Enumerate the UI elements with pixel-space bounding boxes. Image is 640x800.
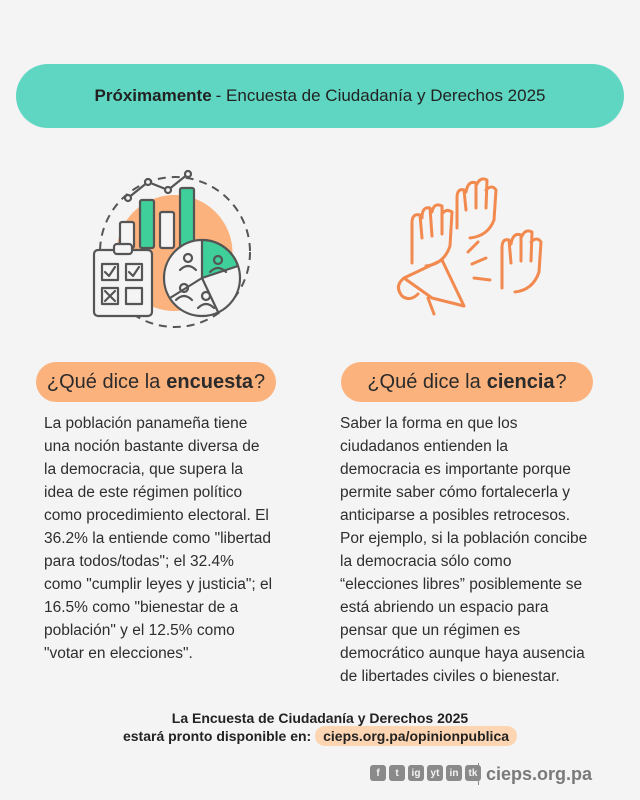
survey-line: idea de este régimen político	[44, 484, 243, 501]
science-line: ciudadanos entienden la	[340, 438, 509, 455]
survey-line: como procedimiento electoral. El	[44, 507, 269, 524]
footer-availability-text: estará pronto disponible en:	[122, 728, 312, 744]
banner-bold-text: Próximamente	[94, 86, 212, 105]
science-heading	[341, 362, 593, 402]
survey-line: 36.2% la entiende como "libertad	[44, 530, 271, 547]
survey-line: para todos/todas"; el 32.4%	[44, 553, 234, 570]
brand-url[interactable]: cieps.org.pa	[486, 764, 593, 784]
banner-text: - Encuesta de Ciudadanía y Derechos 2025	[215, 86, 546, 105]
footer-availability	[0, 728, 640, 744]
science-line: democrático aunque haya ausencia	[340, 645, 585, 662]
youtube-icon[interactable]: yt	[427, 765, 443, 781]
survey-line: como "cumplir leyes y justicia"; el	[44, 576, 273, 593]
survey-heading-post: ?	[253, 370, 266, 393]
science-line: Por ejemplo, si la población concibe	[340, 530, 588, 547]
survey-heading-pre: ¿Qué dice la	[46, 370, 161, 393]
announcement-banner	[16, 64, 624, 128]
science-line: permite saber cómo fortalecerla y	[340, 484, 571, 501]
survey-line: población" y el 12.5% como	[44, 622, 235, 639]
facebook-icon[interactable]: f	[370, 765, 386, 781]
survey-chart-illustration	[80, 160, 260, 340]
science-heading-post: ?	[555, 370, 567, 393]
science-line: está abriendo un espacio para	[340, 599, 549, 616]
science-body	[340, 412, 630, 688]
survey-line: La población panameña tiene	[44, 415, 248, 432]
science-line: Saber la forma en que los	[340, 415, 518, 432]
science-line: “elecciones libres” posiblemente se	[340, 576, 583, 593]
science-line: pensar que un régimen es	[340, 622, 521, 639]
survey-body	[44, 412, 314, 665]
footer-divider	[478, 763, 479, 785]
science-line: de libertades civiles o bienestar.	[340, 668, 560, 685]
instagram-icon[interactable]: ig	[408, 765, 424, 781]
science-line: la democracia sólo como	[340, 553, 512, 570]
survey-line: "votar en elecciones".	[44, 645, 193, 662]
raised-hands-megaphone-illustration	[382, 168, 562, 318]
social-icons	[370, 765, 481, 781]
survey-heading	[36, 362, 276, 402]
survey-url-link[interactable]: cieps.org.pa/opinionpublica	[315, 726, 517, 746]
survey-heading-bold: encuesta	[166, 370, 253, 393]
science-line: democracia es importante porque	[340, 461, 571, 478]
science-heading-pre: ¿Qué dice la	[367, 370, 481, 393]
tiktok-icon[interactable]: tk	[465, 765, 481, 781]
science-heading-bold: ciencia	[486, 370, 555, 393]
survey-line: una noción bastante diversa de	[44, 438, 260, 455]
linkedin-icon[interactable]: in	[446, 765, 462, 781]
survey-line: la democracia, que supera la	[44, 461, 244, 478]
twitter-icon[interactable]: t	[389, 765, 405, 781]
footer-announcement: La Encuesta de Ciudadanía y Derechos 2025	[171, 710, 469, 726]
survey-line: 16.5% como "bienestar de a	[44, 599, 239, 616]
science-line: anticiparse a posibles retrocesos.	[340, 507, 571, 524]
